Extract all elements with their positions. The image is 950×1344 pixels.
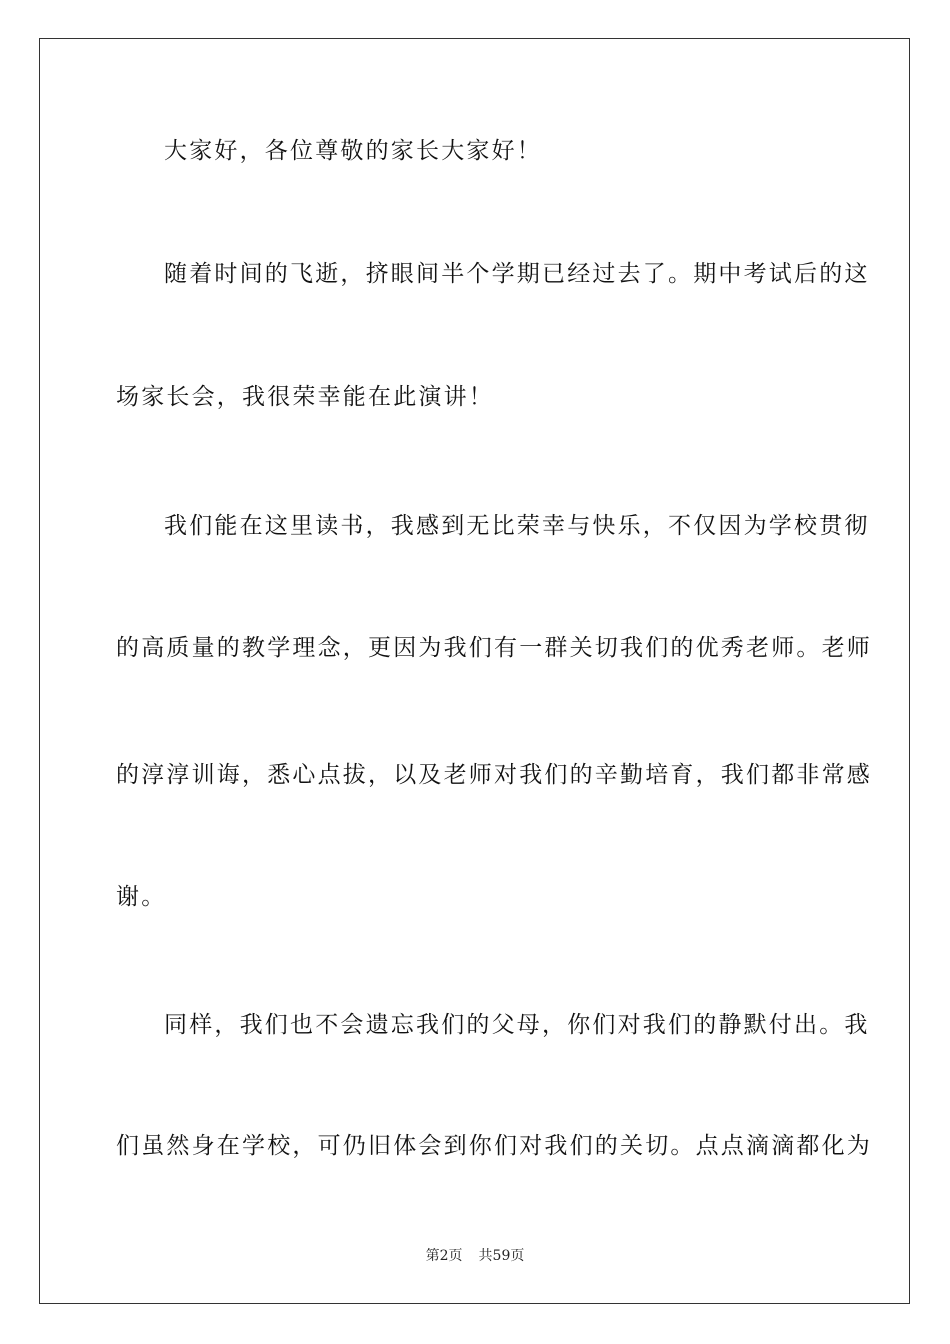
- greeting-line: 大家好，各位尊敬的家长大家好！: [164, 138, 542, 164]
- total-pages-label: 共59页: [478, 1248, 525, 1264]
- paragraph-2-line-4: 谢。: [116, 884, 167, 910]
- paragraph-1-line-2: 场家长会，我很荣幸能在此演讲！: [116, 384, 494, 410]
- paragraph-3-line-2: 们虽然身在学校，可仍旧体会到你们对我们的关切。点点滴滴都化为: [116, 1133, 872, 1159]
- paragraph-1-line-1: 随着时间的飞逝，挤眼间半个学期已经过去了。期中考试后的这: [164, 261, 870, 287]
- page-footer: [0, 1247, 950, 1265]
- paragraph-2-line-2: 的高质量的教学理念，更因为我们有一群关切我们的优秀老师。老师: [116, 635, 872, 661]
- paragraph-2-line-3: 的淳淳训诲，悉心点拔，以及老师对我们的辛勤培育，我们都非常感: [116, 762, 872, 788]
- page-border: [39, 38, 910, 1304]
- paragraph-2-line-1: 我们能在这里读书，我感到无比荣幸与快乐，不仅因为学校贯彻: [164, 513, 870, 539]
- current-page-label: 第2页: [425, 1248, 463, 1264]
- paragraph-3-line-1: 同样，我们也不会遗忘我们的父母，你们对我们的静默付出。我: [164, 1012, 870, 1038]
